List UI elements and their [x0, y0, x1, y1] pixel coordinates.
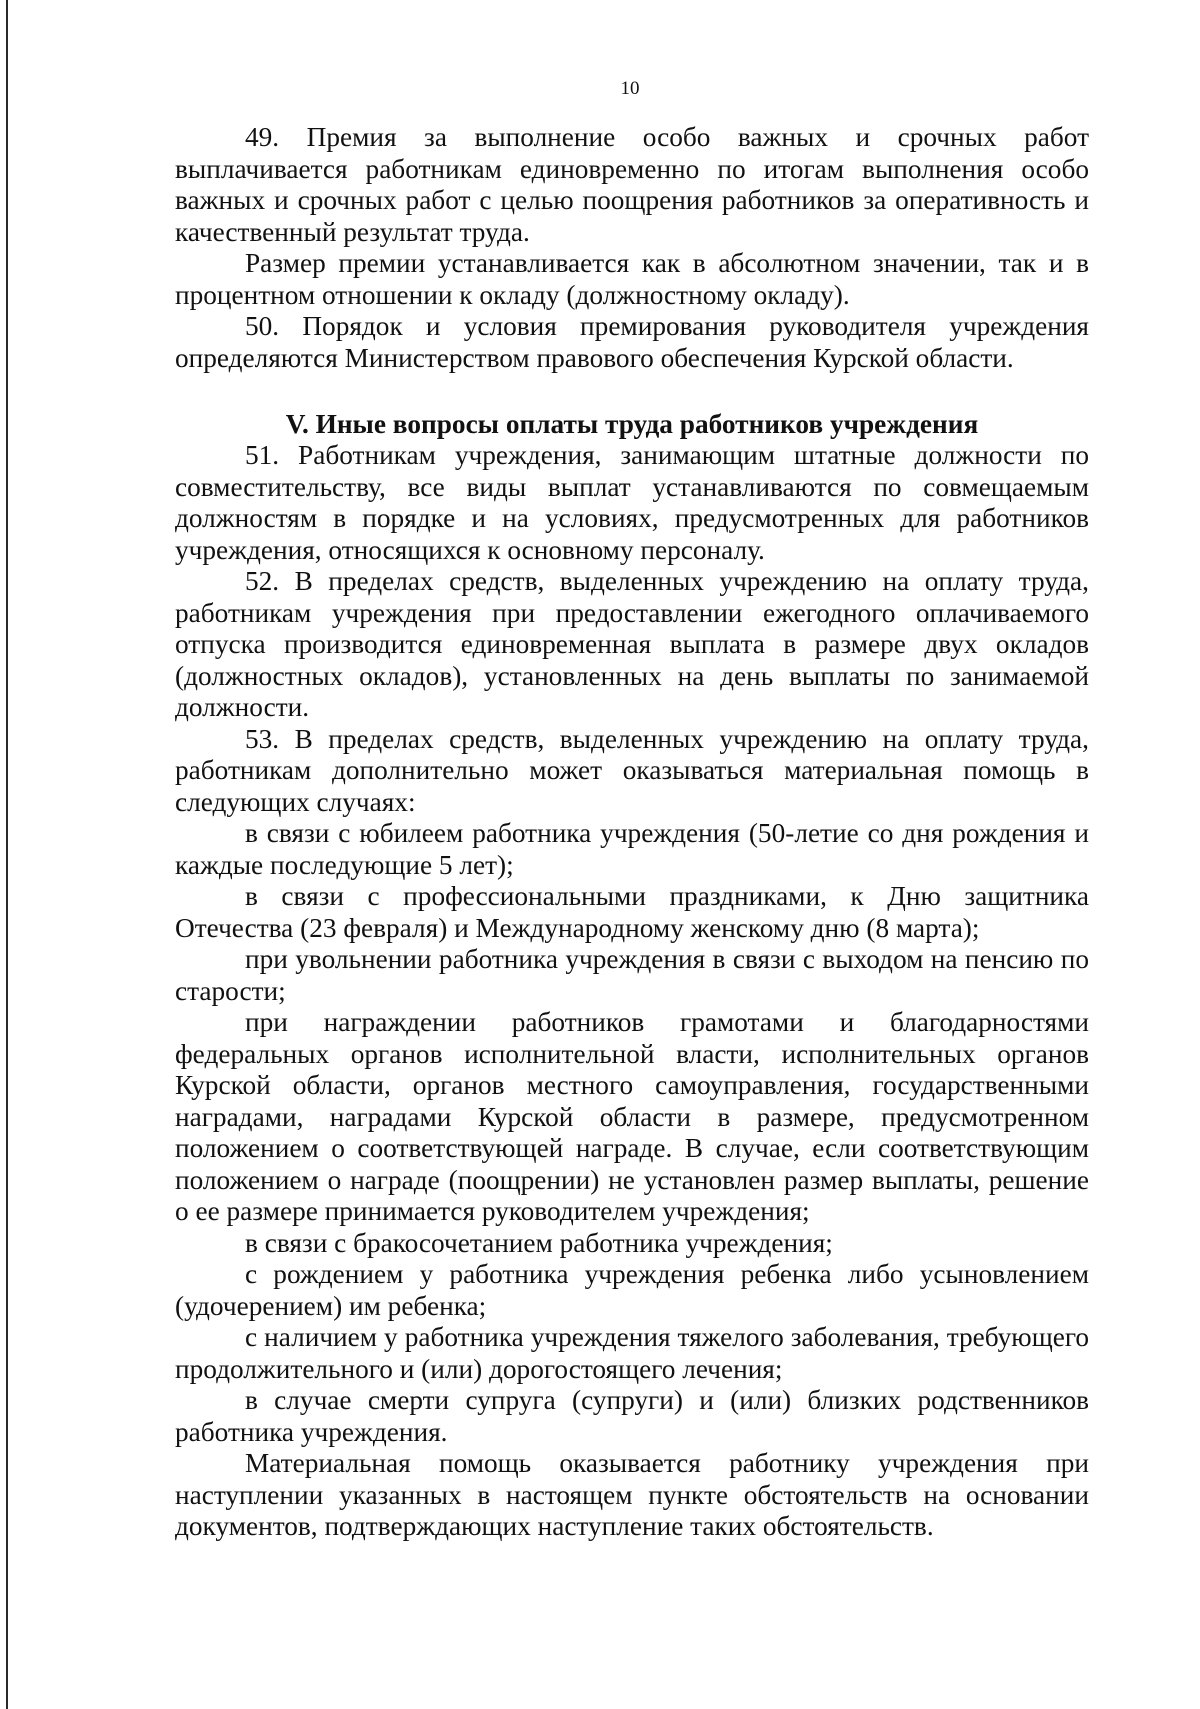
list-item-holidays: в связи с профессиональными праздниками, к Дню защитника Отечества (23 февраля) и Международному женскому дню (8 марта);: [175, 881, 1089, 943]
paragraph-52: 52. В пределах средств, выделенных учреждению на оплату труда, работникам учреждения при предоставлении ежегодного оплачиваемого отпуска производится единовременная выплата в размере двух окладов (должностных окладов), установленных на день выплаты по занимаемой должности.: [175, 566, 1089, 722]
list-item-child-birth: с рождением у работника учреждения ребенка либо усыновлением (удочерением) им ребенка;: [175, 1259, 1089, 1321]
paragraph-53: 53. В пределах средств, выделенных учреждению на оплату труда, работникам дополнительно может оказываться материальная помощь в следующих случаях:: [175, 723, 1089, 817]
list-item-jubilee: в связи с юбилеем работника учреждения (50-летие со дня рождения и каждые последующие 5 лет);: [175, 818, 1089, 880]
paragraph-material-aid-basis: Материальная помощь оказывается работнику учреждения при наступлении указанных в настоящем пункте обстоятельств на основании документов, подтверждающих наступление таких обстоятельств.: [175, 1448, 1089, 1541]
list-item-illness: с наличием у работника учреждения тяжелого заболевания, требующего продолжительного и (или) дорогостоящего лечения;: [175, 1322, 1089, 1384]
list-item-awards: при награждении работников грамотами и благодарностями федеральных органов исполнительной власти, исполнительных органов Курской области, органов местного самоуправления, государственными наградами, наградами Курской области в размере, предусмотренном положением о соответствующей награде. В случае, если соответствующим положением о награде (поощрении) не установлен размер выплаты, решение о ее размере принимается руководителем учреждения;: [175, 1007, 1089, 1226]
paragraph-49: 49. Премия за выполнение особо важных и срочных работ выплачивается работникам единовременно по итогам выполнения особо важных и срочных работ с целью поощрения работников за оперативность и качественный результат труда.: [175, 122, 1089, 247]
paragraph-50: 50. Порядок и условия премирования руководителя учреждения определяются Министерством правового обеспечения Курской области.: [175, 311, 1089, 373]
document-body: [175, 122, 1089, 1543]
list-item-marriage: в связи с бракосочетанием работника учреждения;: [245, 1227, 833, 1258]
list-item-bereavement: в случае смерти супруга (супруги) и (или) близких родственников работника учреждения.: [175, 1385, 1089, 1447]
scan-edge-line: [6, 0, 8, 1709]
section-heading: V. Иные вопросы оплаты труда работников учреждения: [285, 409, 979, 439]
list-item-retirement: при увольнении работника учреждения в связи с выходом на пенсию по старости;: [175, 944, 1089, 1006]
paragraph-51: 51. Работникам учреждения, занимающим штатные должности по совместительству, все виды выплат устанавливаются по совмещаемым должностям в порядке и на условиях, предусмотренных для работников учреждения, относящихся к основному персоналу.: [175, 440, 1089, 565]
page-number: 10: [620, 78, 640, 99]
paragraph-49-bonus-size: Размер премии устанавливается как в абсолютном значении, так и в процентном отношении к окладу (должностному окладу).: [175, 248, 1089, 310]
